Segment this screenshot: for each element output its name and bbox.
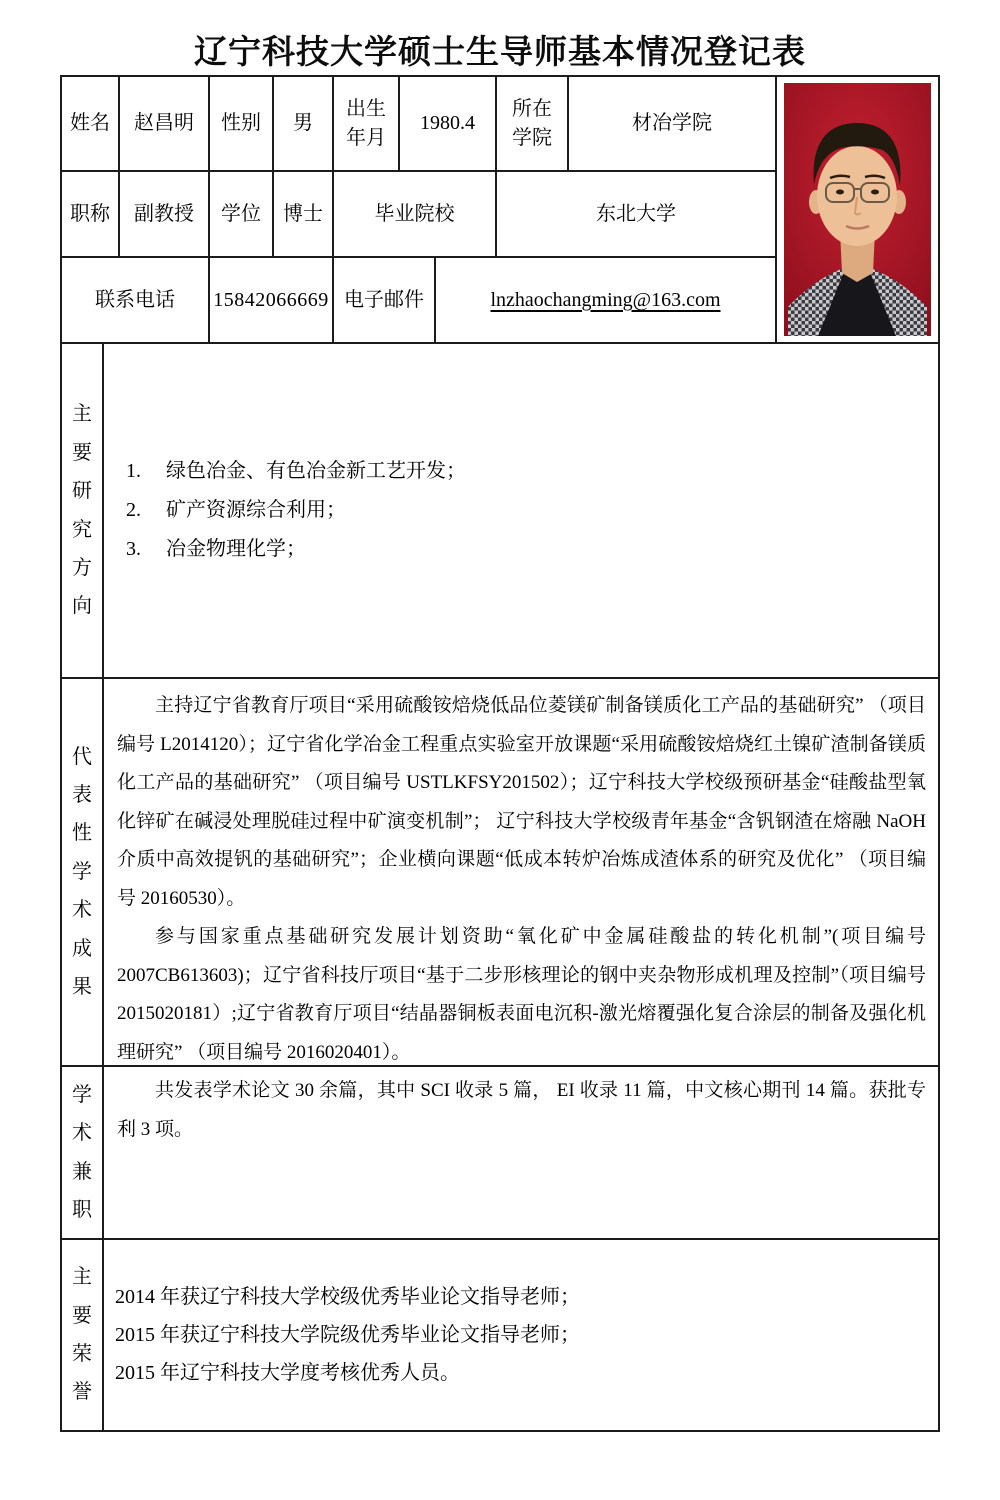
jobtitle-value: 副教授	[120, 172, 210, 256]
email-cell	[436, 258, 775, 342]
school-label: 毕业院校	[334, 172, 497, 256]
email-label: 电子邮件	[334, 258, 436, 342]
item-text: 冶金物理化学；	[166, 538, 306, 560]
positions-label: 学术兼职	[62, 1067, 104, 1238]
college-value: 材冶学院	[632, 112, 712, 134]
honors-line: 2015 年辽宁科技大学度考核优秀人员。	[115, 1362, 460, 1384]
name-value: 赵昌明	[120, 77, 210, 170]
item-text: 矿产资源综合利用；	[166, 499, 346, 521]
info-table	[60, 75, 940, 1432]
achievements-paragraph: 共发表学术论文 30 余篇，其中 SCI 收录 5 篇， EI 收录 11 篇，中文核心期刊 14 篇。获批专利 3 项。	[117, 1080, 926, 1140]
research-content	[104, 344, 938, 677]
photo-cell	[777, 77, 938, 342]
jobtitle-label: 职称	[62, 172, 120, 256]
page-title: 辽宁科技大学硕士生导师基本情况登记表	[194, 35, 806, 71]
item-text: 绿色冶金、有色冶金新工艺开发；	[166, 460, 466, 482]
achievements-paragraph: 参与国家重点基础研究发展计划资助“氧化矿中金属硅酸盐的转化机制”(项目编号 2007CB613603)；辽宁省科技厅项目“基于二步形核理论的钢中夹杂物形成机理及控制”（项目编号 2015020181）;辽宁省教育厅项目“结晶器铜板表面电沉积-激光熔覆强化复合涂层的制备及强化机理研究” （项目编号 2016020401）。	[117, 926, 926, 1063]
gender-label: 性别	[210, 77, 274, 170]
honors-line: 2015 年获辽宁科技大学院级优秀毕业论文指导老师；	[115, 1324, 580, 1346]
row-jobtitle	[62, 172, 775, 258]
research-label: 主要研究方向	[62, 344, 104, 677]
honors-label: 主要荣誉	[62, 1240, 104, 1430]
list-item	[120, 452, 938, 491]
school-value: 东北大学	[596, 202, 676, 225]
item-number: 2.	[126, 499, 141, 521]
honors-content	[104, 1240, 938, 1430]
degree-value: 博士	[274, 172, 334, 256]
phone-value: 15842066669	[210, 258, 334, 342]
birth-label: 出生年月	[334, 77, 400, 170]
college-label: 所在学院	[497, 77, 569, 170]
phone-label: 联系电话	[62, 258, 210, 342]
section-positions	[62, 1067, 938, 1240]
header-block	[62, 77, 938, 344]
id-photo	[784, 83, 931, 336]
positions-content	[104, 1067, 938, 1238]
email-link[interactable]: lnzhaochangming@163.com	[490, 288, 721, 311]
row-contact	[62, 258, 775, 342]
gender-value: 男	[274, 77, 334, 170]
section-achievements	[62, 679, 938, 1140]
item-number: 3.	[126, 538, 141, 560]
achievements-content	[104, 679, 938, 1140]
degree-label: 学位	[210, 172, 274, 256]
item-number: 1.	[126, 460, 141, 482]
row-name	[62, 77, 775, 172]
achievements-label: 代表性学术成果	[62, 679, 104, 1065]
achievements-paragraph: 主持辽宁省教育厅项目“采用硫酸铵焙烧低品位菱镁矿制备镁质化工产品的基础研究” （项目编号 L2014120）；辽宁省化学冶金工程重点实验室开放课题“采用硫酸铵焙烧红土镍矿渣制备镁质化工产品的基础研究” （项目编号 USTLKFSY201502）；辽宁科技大学校级预研基金“硅酸盐型氧化锌矿在碱浸处理脱硅过程中矿演变机制”； 辽宁科技大学校级青年基金“含钒钢渣在熔融 NaOH 介质中高效提钒的基础研究”；企业横向课题“低成本转炉冶炼成渣体系的研究及优化” （项目编号 20160530）。	[117, 695, 926, 909]
birth-value: 1980.4	[400, 77, 497, 170]
section-research	[62, 344, 938, 679]
section-honors	[62, 1240, 938, 1430]
list-item	[120, 530, 938, 569]
name-label: 姓名	[62, 77, 120, 170]
honors-line: 2014 年获辽宁科技大学校级优秀毕业论文指导老师；	[115, 1286, 580, 1308]
list-item	[120, 491, 938, 530]
header-left	[62, 77, 777, 342]
